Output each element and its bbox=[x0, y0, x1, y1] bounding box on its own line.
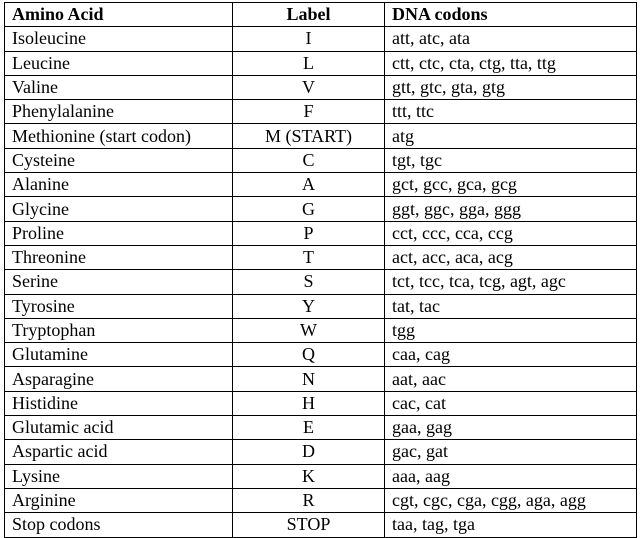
cell-dna-codons: ggt, ggc, gga, ggg bbox=[385, 197, 637, 221]
cell-amino-acid: Glutamic acid bbox=[5, 416, 233, 440]
cell-amino-acid: Threonine bbox=[5, 245, 233, 269]
table-row bbox=[5, 197, 637, 221]
table-row bbox=[5, 75, 637, 99]
cell-amino-acid: Phenylalanine bbox=[5, 100, 233, 124]
cell-label: T bbox=[233, 245, 385, 269]
header-amino-acid: Amino Acid bbox=[5, 3, 233, 27]
cell-label: H bbox=[233, 391, 385, 415]
cell-dna-codons: att, atc, ata bbox=[385, 27, 637, 51]
table-row bbox=[5, 148, 637, 172]
cell-dna-codons: gac, gat bbox=[385, 440, 637, 464]
table-row bbox=[5, 51, 637, 75]
cell-label: F bbox=[233, 100, 385, 124]
table-row bbox=[5, 464, 637, 488]
cell-amino-acid: Glutamine bbox=[5, 343, 233, 367]
cell-label: D bbox=[233, 440, 385, 464]
table-row bbox=[5, 270, 637, 294]
table-row bbox=[5, 318, 637, 342]
table-row bbox=[5, 245, 637, 269]
cell-dna-codons: tgt, tgc bbox=[385, 148, 637, 172]
cell-label: N bbox=[233, 367, 385, 391]
cell-amino-acid: Aspartic acid bbox=[5, 440, 233, 464]
table-row bbox=[5, 367, 637, 391]
cell-dna-codons: ctt, ctc, cta, ctg, tta, ttg bbox=[385, 51, 637, 75]
cell-dna-codons: aat, aac bbox=[385, 367, 637, 391]
cell-amino-acid: Lysine bbox=[5, 464, 233, 488]
cell-amino-acid: Cysteine bbox=[5, 148, 233, 172]
amino-acid-codon-table bbox=[4, 2, 637, 538]
cell-dna-codons: tct, tcc, tca, tcg, agt, agc bbox=[385, 270, 637, 294]
cell-label: P bbox=[233, 221, 385, 245]
table-row bbox=[5, 391, 637, 415]
table-row bbox=[5, 294, 637, 318]
cell-dna-codons: tat, tac bbox=[385, 294, 637, 318]
table-header-row bbox=[5, 3, 637, 27]
header-dna-codons: DNA codons bbox=[385, 3, 637, 27]
cell-amino-acid: Isoleucine bbox=[5, 27, 233, 51]
cell-label: E bbox=[233, 416, 385, 440]
table-row bbox=[5, 513, 637, 537]
cell-amino-acid: Tyrosine bbox=[5, 294, 233, 318]
cell-dna-codons: ttt, ttc bbox=[385, 100, 637, 124]
cell-amino-acid: Leucine bbox=[5, 51, 233, 75]
cell-label: A bbox=[233, 173, 385, 197]
cell-dna-codons: caa, cag bbox=[385, 343, 637, 367]
table-row bbox=[5, 440, 637, 464]
cell-amino-acid: Methionine (start codon) bbox=[5, 124, 233, 148]
cell-label: C bbox=[233, 148, 385, 172]
table-body bbox=[5, 27, 637, 537]
cell-amino-acid: Glycine bbox=[5, 197, 233, 221]
table-row bbox=[5, 124, 637, 148]
cell-amino-acid: Asparagine bbox=[5, 367, 233, 391]
cell-amino-acid: Stop codons bbox=[5, 513, 233, 537]
cell-amino-acid: Arginine bbox=[5, 488, 233, 512]
cell-label: M (START) bbox=[233, 124, 385, 148]
cell-label: K bbox=[233, 464, 385, 488]
cell-amino-acid: Histidine bbox=[5, 391, 233, 415]
cell-label: L bbox=[233, 51, 385, 75]
header-label: Label bbox=[233, 3, 385, 27]
cell-dna-codons: aaa, aag bbox=[385, 464, 637, 488]
cell-label: R bbox=[233, 488, 385, 512]
cell-label: Q bbox=[233, 343, 385, 367]
cell-amino-acid: Serine bbox=[5, 270, 233, 294]
cell-dna-codons: tgg bbox=[385, 318, 637, 342]
table-row bbox=[5, 27, 637, 51]
cell-label: V bbox=[233, 75, 385, 99]
cell-label: G bbox=[233, 197, 385, 221]
table-row bbox=[5, 488, 637, 512]
table-row bbox=[5, 173, 637, 197]
cell-label: Y bbox=[233, 294, 385, 318]
cell-amino-acid: Alanine bbox=[5, 173, 233, 197]
cell-label: STOP bbox=[233, 513, 385, 537]
cell-dna-codons: gtt, gtc, gta, gtg bbox=[385, 75, 637, 99]
cell-label: S bbox=[233, 270, 385, 294]
table-row bbox=[5, 343, 637, 367]
table-row bbox=[5, 416, 637, 440]
cell-amino-acid: Proline bbox=[5, 221, 233, 245]
cell-dna-codons: cct, ccc, cca, ccg bbox=[385, 221, 637, 245]
cell-dna-codons: taa, tag, tga bbox=[385, 513, 637, 537]
cell-label: I bbox=[233, 27, 385, 51]
cell-amino-acid: Tryptophan bbox=[5, 318, 233, 342]
cell-label: W bbox=[233, 318, 385, 342]
table-row bbox=[5, 100, 637, 124]
cell-dna-codons: act, acc, aca, acg bbox=[385, 245, 637, 269]
cell-dna-codons: gaa, gag bbox=[385, 416, 637, 440]
cell-amino-acid: Valine bbox=[5, 75, 233, 99]
cell-dna-codons: cac, cat bbox=[385, 391, 637, 415]
cell-dna-codons: cgt, cgc, cga, cgg, aga, agg bbox=[385, 488, 637, 512]
table-row bbox=[5, 221, 637, 245]
cell-dna-codons: gct, gcc, gca, gcg bbox=[385, 173, 637, 197]
cell-dna-codons: atg bbox=[385, 124, 637, 148]
